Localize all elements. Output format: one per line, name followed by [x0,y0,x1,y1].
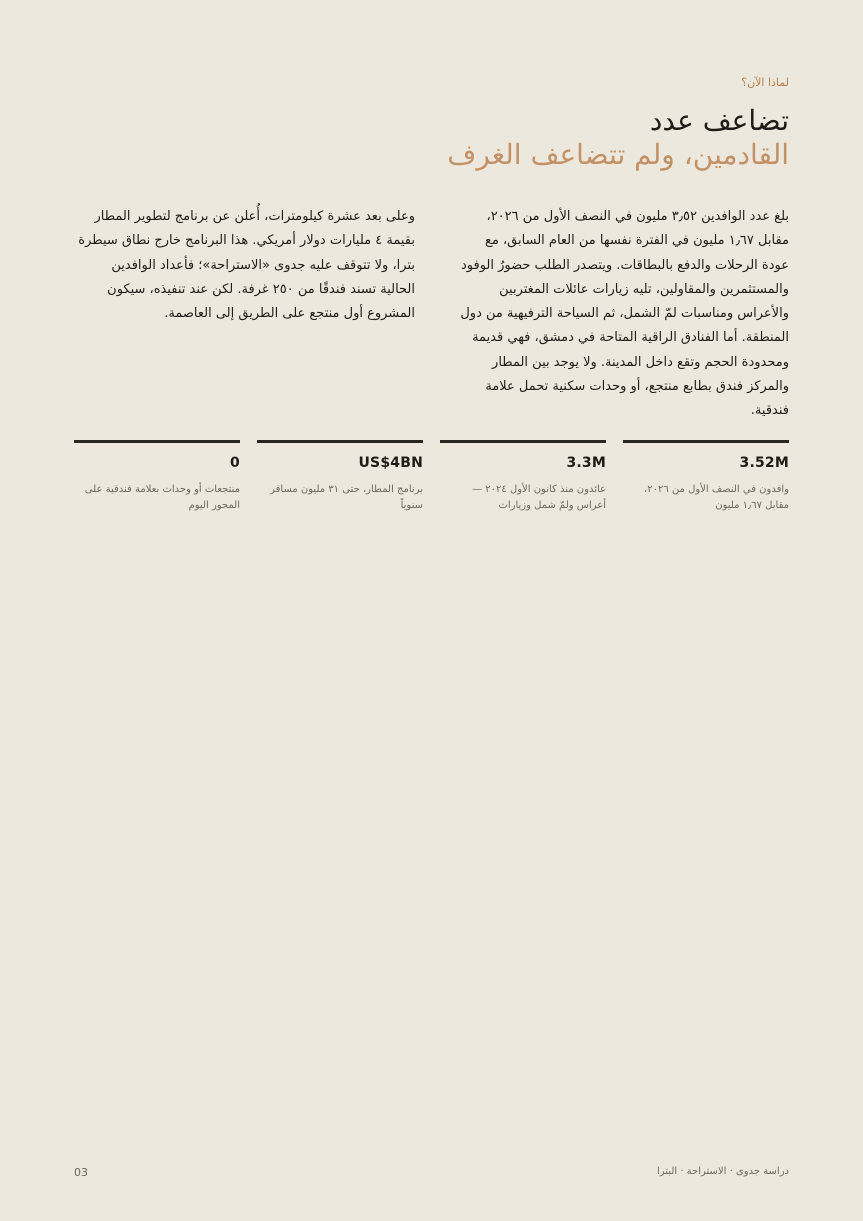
stat-value: 3.3M [566,455,606,471]
stat-value: US$4BN [358,455,423,471]
page-title [89,104,789,172]
stat-value: 3.52M [739,455,789,471]
running-title: دراسة جدوى · الاستراحة · البترا [656,1166,789,1177]
stat-resorts [74,440,240,514]
stat-description: وافدون في النصف الأول من ٢٠٢٦، مقابل ١٫٦٧ مليون [644,484,789,511]
stat-description: عائدون منذ كانون الأول ٢٠٢٤ — أعراس ولمّ شمل وزيارات [472,484,606,511]
stats-row [74,440,789,514]
title-line-accent: القادمين، ولم تتضاعف الغرف [447,138,789,172]
stat-returnees [440,440,606,514]
title-line-primary: تضاعف عدد [649,104,789,137]
page-number: 03 [74,1166,88,1179]
section-eyebrow: لماذا الآن؟ [741,76,789,89]
stat-airport-program [257,440,423,514]
stat-value: 0 [230,455,240,471]
stat-description: منتجعات أو وحدات بعلامة فندقية على المحور اليوم [84,484,240,511]
body-column-left: وعلى بعد عشرة كيلومترات، أُعلن عن برنامج لتطوير المطار بقيمة ٤ مليارات دولار أمريكي. هذا البرنامج خارج نطاق سيطرة بترا، ولا تتوقف عليه جدوى «الاستراحة»؛ فأعداد الوافدين الحالية تسند فندقًا من ٢٥٠ غرفة. لكن عند تنفيذه، سيكون المشروع أول منتجع على الطريق إلى العاصمة. [78,209,415,322]
stat-arrivals [623,440,789,514]
stat-description: برنامج المطار، حتى ٣١ مليون مسافر سنوياً [270,484,423,511]
body-column-right: بلغ عدد الوافدين ٣٫٥٢ مليون في النصف الأول من ٢٠٢٦، مقابل ١٫٦٧ مليون في الفترة نفسها من العام السابق، مع عودة الرحلات والدفع بالبطاقات. ويتصدر الطلب حضورُ الوفود والمستثمرين والمقاولين، تليه زيارات عائلات المغتربين والأعراس ومناسبات لمّ الشمل، ثم السياحة الترفيهية من دول المنطقة. أما الفنادق الراقية المتاحة في دمشق، فهي قديمة ومحدودة الحجم وتقع داخل المدينة. ولا يوجد بين المطار والمركز فندق بطابع منتجع، أو وحدات سكنية تحمل علامة فندقية. [460,209,789,419]
